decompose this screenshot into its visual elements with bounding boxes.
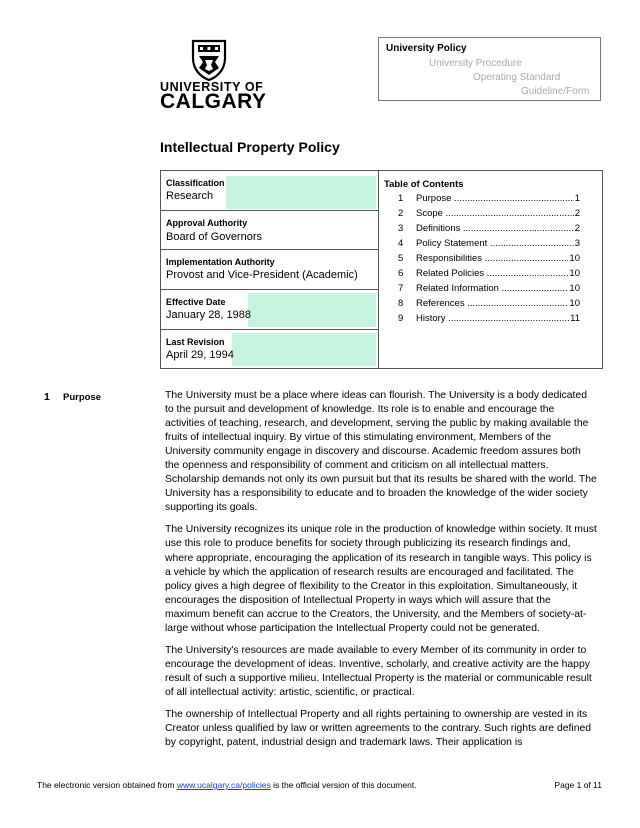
toc-label: Responsibilities ..... xyxy=(416,253,576,264)
meta-highlight xyxy=(248,293,376,327)
toc-page: 3 xyxy=(574,238,580,249)
policy-meta-box xyxy=(160,170,379,369)
meta-label: Effective Date xyxy=(166,297,226,307)
toc-label: Purpose ..... xyxy=(416,193,576,204)
doc-type-procedure: University Procedure xyxy=(429,58,522,69)
toc-item[interactable] xyxy=(379,253,603,268)
logo-line-calgary: CALGARY xyxy=(160,90,267,113)
section-body xyxy=(165,389,597,758)
toc-number: 6 xyxy=(398,268,404,279)
toc-number: 2 xyxy=(398,208,404,219)
meta-label: Implementation Authority xyxy=(166,257,275,267)
body-paragraph: The University's resources are made available to every Member of its community in order to encourage the development of ideas. Inventive, scholarly, and creative activity are the happy result of such a supportive milieu. Intellectual Property is the material or communicable result of all intellectual activity: artistic, scientific, or practical. xyxy=(165,644,592,698)
toc-page: 10 xyxy=(569,253,580,264)
toc-page: 10 xyxy=(569,268,580,279)
toc-item[interactable] xyxy=(379,283,603,298)
page-title: Intellectual Property Policy xyxy=(160,139,340,155)
doc-type-guideline: Guideline/Form xyxy=(521,86,590,97)
toc-title: Table of Contents xyxy=(384,179,464,190)
toc-label: Scope ..... xyxy=(416,208,576,219)
meta-label: Classification xyxy=(166,178,225,188)
toc-number: 8 xyxy=(398,298,404,309)
toc-page: 10 xyxy=(569,298,580,309)
toc-item[interactable] xyxy=(379,298,603,313)
footer-suffix: is the official version of this document. xyxy=(270,780,417,790)
meta-value: Research xyxy=(166,190,214,202)
footer-prefix: The electronic version obtained from xyxy=(37,780,177,790)
toc-item[interactable] xyxy=(379,223,603,238)
meta-row-implementation xyxy=(161,250,378,290)
meta-highlight xyxy=(226,176,376,209)
toc-item[interactable] xyxy=(379,268,603,283)
toc-label: History ..... xyxy=(416,313,576,324)
doc-type-selected: University Policy xyxy=(386,43,467,54)
toc-page: 2 xyxy=(574,208,580,219)
toc-page: 10 xyxy=(569,283,580,294)
toc-number: 5 xyxy=(398,253,404,264)
toc-number: 1 xyxy=(398,193,404,204)
meta-row-classification xyxy=(161,171,378,211)
toc-page: 2 xyxy=(574,223,580,234)
toc-item[interactable] xyxy=(379,238,603,253)
section-number: 1 xyxy=(44,391,50,403)
toc-item[interactable] xyxy=(379,313,603,328)
toc-label: Related Information ..... xyxy=(416,283,576,294)
document-type-box xyxy=(378,37,601,101)
body-paragraph: The University must be a place where ideas can flourish. The University is a body dedicated to the pursuit and development of knowledge. Its role is to enable and encourage the activities of teaching, research, and development, serving the public by making available the fruits of intellectual inquiry. By virtue of this stimulating environment, Members of the University community engage in discovery and discourse. Academic freedom assures both the openness and responsibility of comment and criticism on all intellectual matters. Scholarship demands not only its own pursuit but that its results be shared with the world. The University has a responsibility to educate and to broaden the knowledge of the wider society supporting its goals. xyxy=(165,390,597,514)
toc-label: References ..... xyxy=(416,298,576,309)
meta-value: Board of Governors xyxy=(166,231,262,243)
footer-note xyxy=(37,780,417,790)
toc-item[interactable] xyxy=(379,208,603,223)
toc-number: 4 xyxy=(398,238,404,249)
meta-value: Provost and Vice-President (Academic) xyxy=(166,269,358,281)
meta-row-approval xyxy=(161,211,378,250)
doc-type-standard: Operating Standard xyxy=(473,72,561,83)
toc-number: 9 xyxy=(398,313,404,324)
table-of-contents xyxy=(379,170,603,369)
logo-line-university: UNIVERSITY OF xyxy=(160,80,264,94)
toc-label: Policy Statement ..... xyxy=(416,238,576,249)
section-label: Purpose xyxy=(63,392,102,403)
meta-value: January 28, 1988 xyxy=(166,309,252,321)
toc-label: Related Policies ..... xyxy=(416,268,576,279)
university-crest-icon xyxy=(189,38,229,82)
toc-page: 11 xyxy=(570,313,580,324)
meta-highlight xyxy=(232,333,376,366)
policies-link[interactable]: www.ucalgary.ca/policies xyxy=(176,780,271,790)
meta-value: April 29, 1994 xyxy=(166,349,234,361)
toc-label: Definitions ..... xyxy=(416,223,576,234)
body-paragraph: The University recognizes its unique role in the production of knowledge within society. It must use this role to produce benefits for society through publicizing its research findings and, where appropriate, encouraging the application of its research in tangible ways. This policy is a vehicle by which the application of research results are encouraged and facilitated. The policy gives a high degree of flexibility to the Creator in this exploitation. Simultaneously, it encourages the disposition of Intellectual Property in ways which will assure that the maximum benefit can accrue to the Creators, the University, and the Members of society-at-large without whose participation the Intellectual Property could not be generated. xyxy=(165,524,597,634)
meta-label: Approval Authority xyxy=(166,218,248,228)
page-number: Page 1 of 11 xyxy=(554,780,602,790)
toc-item[interactable] xyxy=(379,193,603,208)
toc-number: 7 xyxy=(398,283,404,294)
body-paragraph: The ownership of Intellectual Property and all rights pertaining to ownership are vested in its Creator unless qualified by law or written agreements to the contrary. Such rights are defined by copyright, patent, industrial design and trademark laws. Their application is xyxy=(165,708,592,749)
meta-row-effective xyxy=(161,290,378,330)
toc-number: 3 xyxy=(398,223,404,234)
toc-page: 1 xyxy=(574,193,580,204)
meta-row-revision xyxy=(161,330,378,368)
meta-label: Last Revision xyxy=(166,337,225,347)
